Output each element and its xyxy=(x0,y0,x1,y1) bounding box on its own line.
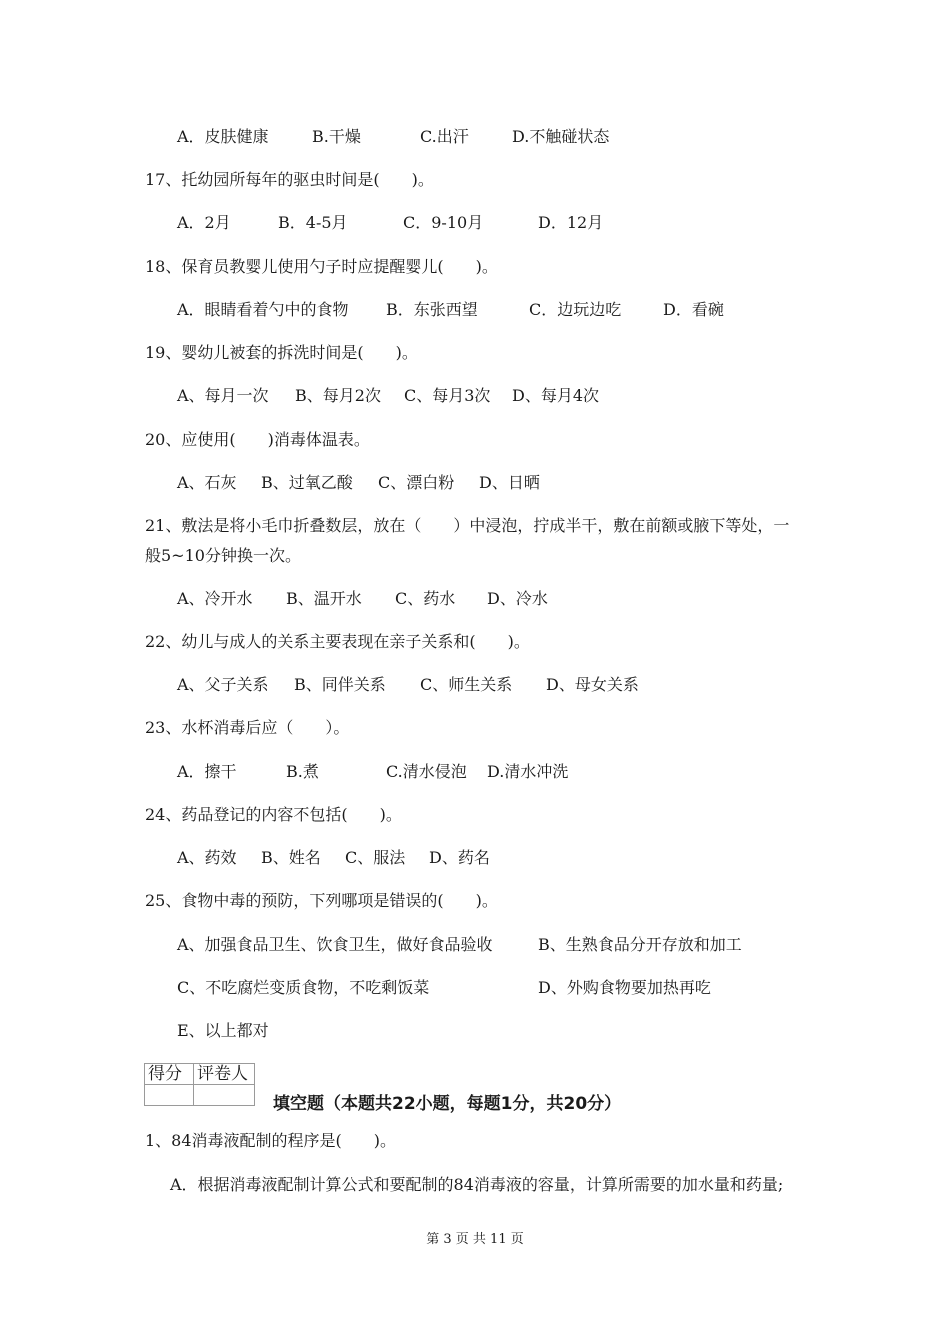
q22-option-d: D、母女关系 xyxy=(546,675,639,694)
q23-option-b: B.煮 xyxy=(286,762,319,781)
fill-question-1-option-a: A．根据消毒液配制计算公式和要配制的84消毒液的容量，计算所需要的加水量和药量; xyxy=(170,1175,784,1194)
section-title: 填空题（本题共22小题，每题1分，共20分） xyxy=(273,1094,622,1114)
q16-option-a: A．皮肤健康 xyxy=(177,127,269,146)
q21-option-b: B、温开水 xyxy=(286,589,362,608)
question-19: 19、婴幼儿被套的拆洗时间是( )。 xyxy=(145,343,418,362)
q25-option-e: E、以上都对 xyxy=(177,1021,269,1040)
q16-option-b: B.干燥 xyxy=(312,127,361,146)
q21-option-c: C、药水 xyxy=(395,589,456,608)
q22-option-b: B、同伴关系 xyxy=(294,675,386,694)
q21-option-a: A、冷开水 xyxy=(177,589,253,608)
q20-option-d: D、日晒 xyxy=(479,473,540,492)
question-21-line-2: 般5~10分钟换一次。 xyxy=(145,546,301,565)
question-23: 23、水杯消毒后应（ ）。 xyxy=(145,718,350,737)
page-footer: 第 3 页 共 11 页 xyxy=(426,1232,524,1247)
q22-option-c: C、师生关系 xyxy=(420,675,513,694)
q22-option-a: A、父子关系 xyxy=(177,675,269,694)
q16-option-d: D.不触碰状态 xyxy=(512,127,610,146)
q18-option-b: B．东张西望 xyxy=(386,300,478,319)
q19-option-d: D、每月4次 xyxy=(512,386,600,405)
q24-option-c: C、服法 xyxy=(345,848,406,867)
score-label: 得分 xyxy=(145,1064,194,1085)
q23-option-d: D.清水冲洗 xyxy=(487,762,569,781)
q17-option-b: B．4-5月 xyxy=(278,213,348,232)
q23-option-a: A．擦干 xyxy=(177,762,237,781)
q18-option-a: A．眼睛看着勺中的食物 xyxy=(177,300,349,319)
q25-option-a: A、加强食品卫生、饮食卫生，做好食品验收 xyxy=(177,935,493,954)
q24-option-d: D、药名 xyxy=(429,848,490,867)
question-24: 24、药品登记的内容不包括( )。 xyxy=(145,805,402,824)
q16-option-c: C.出汗 xyxy=(420,127,469,146)
question-25: 25、食物中毒的预防，下列哪项是错误的( )。 xyxy=(145,891,498,910)
score-cell xyxy=(145,1085,194,1106)
q25-option-b: B、生熟食品分开存放和加工 xyxy=(538,935,742,954)
grader-label: 评卷人 xyxy=(194,1064,255,1085)
q25-option-c: C、不吃腐烂变质食物，不吃剩饭菜 xyxy=(177,978,430,997)
q19-option-a: A、每月一次 xyxy=(177,386,269,405)
question-20: 20、应使用( )消毒体温表。 xyxy=(145,430,370,449)
q19-option-c: C、每月3次 xyxy=(404,386,491,405)
q19-option-b: B、每月2次 xyxy=(295,386,381,405)
q17-option-a: A．2月 xyxy=(177,213,231,232)
q17-option-c: C．9-10月 xyxy=(403,213,484,232)
question-18: 18、保育员教婴儿使用勺子时应提醒婴儿( )。 xyxy=(145,257,498,276)
question-17: 17、托幼园所每年的驱虫时间是( )。 xyxy=(145,170,434,189)
q18-option-d: D．看碗 xyxy=(663,300,724,319)
q24-option-a: A、药效 xyxy=(177,848,237,867)
fill-question-1: 1、84消毒液配制的程序是( )。 xyxy=(145,1131,397,1150)
q18-option-c: C．边玩边吃 xyxy=(529,300,622,319)
question-21-line-1: 21、敷法是将小毛巾折叠数层，放在（ ）中浸泡，拧成半干，敷在前额或腋下等处，一 xyxy=(145,516,790,535)
q24-option-b: B、姓名 xyxy=(261,848,321,867)
q17-option-d: D．12月 xyxy=(538,213,604,232)
q23-option-c: C.清水侵泡 xyxy=(386,762,467,781)
q20-option-a: A、石灰 xyxy=(177,473,237,492)
grader-cell xyxy=(194,1085,255,1106)
question-22: 22、幼儿与成人的关系主要表现在亲子关系和( )。 xyxy=(145,632,530,651)
q20-option-b: B、过氧乙酸 xyxy=(261,473,353,492)
score-table xyxy=(144,1063,255,1106)
q21-option-d: D、冷水 xyxy=(487,589,548,608)
q20-option-c: C、漂白粉 xyxy=(378,473,455,492)
q25-option-d: D、外购食物要加热再吃 xyxy=(538,978,711,997)
